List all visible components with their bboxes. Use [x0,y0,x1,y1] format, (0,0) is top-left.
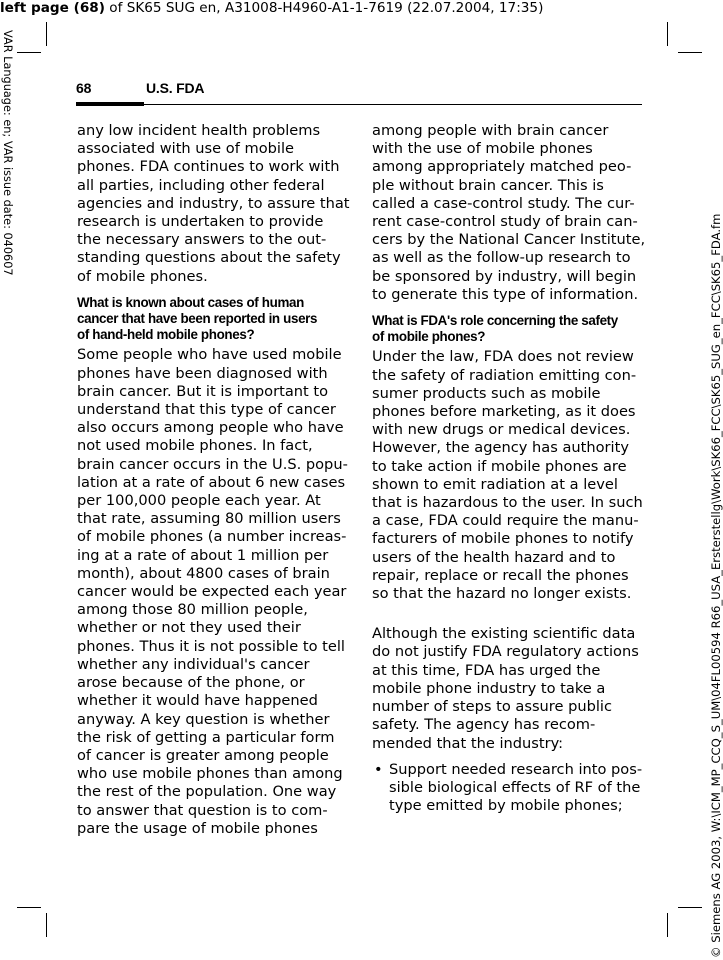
text-line: any low incident health problems [77,122,321,139]
text-line: with new drugs or medical devices. [372,421,631,439]
text-line: the necessary answers to the out- [77,231,327,249]
right-paragraph-1 [372,122,646,304]
copyright-path-margin-text: © Siemens AG 2003, W:\ICM_MP_CCQ_S_UM\04FL00594 R66_USA_Ersterstellg\Work\SK66_FCC\SK65_SUG_en_FCC\SK65_FDA.fm [709,213,723,958]
text-line: whether or not they used their [77,619,301,637]
text-line: ple without brain cancer. This is [372,176,604,194]
heading-line: What is FDA's role concerning the safety [372,313,618,329]
text-line: that is hazardous to the user. In such [372,494,643,512]
section-title: U.S. FDA [146,80,205,96]
right-column [372,122,646,815]
text-line: a case, FDA could require the manu- [372,512,639,530]
text-line: mobile phone industry to take a [372,679,606,697]
text-line: brain cancer. But it is important to [77,382,329,400]
text-line: to generate this type of information. [372,285,639,303]
text-line: sumer products such as mobile [372,384,601,402]
print-job-details: of SK65 SUG en, A31008-H4960-A1-1-7619 (22.07.2004, 17:35) [104,0,544,16]
text-line: to answer that question is to com- [77,801,328,819]
text-line: type emitted by mobile phones; [389,797,623,815]
language-issue-margin-text [0,0,14,276]
text-line: ing at a rate of about 1 million per [77,546,329,564]
right-paragraph-2 [372,348,642,603]
text-line: brain cancer occurs in the U.S. popu- [77,455,348,473]
header-rule-thick [76,102,144,106]
text-line: the risk of getting a particular form [77,728,335,746]
left-column [77,122,352,838]
text-line: facturers of mobile phones to notify [372,530,634,548]
text-line: phones. Thus it is not possible to tell [77,637,345,655]
text-line: sible biological effects of RF of the [389,778,641,796]
text-line: as well as the follow-up research to [372,249,631,267]
crop-mark-top-right-v [667,22,668,46]
text-line: also occurs among people who have [77,419,344,437]
text-line: all parties, including other federal [77,176,325,194]
text-line: lation at a rate of about 6 new cases [77,473,346,491]
heading-line: cancer that have been reported in users [77,311,318,327]
crop-mark-bottom-right-h [678,907,702,908]
bullet-item-support-research [372,761,642,816]
text-line: the rest of the population. One way [77,783,337,801]
text-line: pare the usage of mobile phones [77,819,318,837]
text-line: among those 80 million people, [77,601,308,619]
text-line: Under the law, FDA does not review [372,348,634,366]
text-line: to take action if mobile phones are [372,457,627,475]
text-line: number of steps to assure public [372,698,613,716]
text-line: research is undertaken to provide [77,213,324,231]
heading-line: of mobile phones? [372,329,486,345]
text-line: However, the agency has authority [372,439,629,457]
text-line: who use mobile phones than among [77,765,343,783]
text-line: cers by the National Cancer Institute, [372,231,646,249]
left-paragraph-1 [77,122,352,286]
text-line: phones. FDA continues to work with [77,158,340,176]
text-line: understand that this type of cancer [77,401,336,419]
text-line: per 100,000 people each year. At [77,492,321,510]
heading-line: What is known about cases of human [77,294,304,310]
crop-mark-top-right-h [678,52,702,53]
text-line: Although the existing scientific data [372,625,636,643]
text-line: safety. The agency has recom- [372,716,596,734]
text-line: agencies and industry, to assure that [77,194,350,212]
text-line: that rate, assuming 80 million users [77,510,341,528]
text-line: repair, replace or recall the phones [372,566,629,584]
header-rule-thin [144,104,642,105]
left-paragraph-2 [77,346,352,837]
text-line: whether it would have happened [77,692,318,710]
text-line: rent case-control study of brain can- [372,213,638,231]
text-line: not used mobile phones. In fact, [77,437,313,455]
crop-mark-top-left-v [46,22,47,46]
text-line: phones have been diagnosed with [77,364,328,382]
text-line: phones before marketing, as it does [372,403,636,421]
text-line: whether any individual's cancer [77,655,310,673]
heading-line: of hand-held mobile phones? [77,327,255,343]
text-line: shown to emit radiation at a level [372,475,618,493]
bullet-icon: • [374,760,383,778]
text-line: cancer would be expected each year [77,583,347,601]
text-line: mended that the industry: [372,734,564,752]
paragraph-spacer [372,603,642,625]
right-heading-fda-role [372,313,642,345]
text-line: with the use of mobile phones [372,140,593,158]
text-line: of mobile phones (a number increas- [77,528,347,546]
text-line: the safety of radiation emitting con- [372,366,637,384]
text-line: so that the hazard no longer exists. [372,585,632,603]
language-issue-text: VAR Language: en; VAR issue date: 040607 [1,30,14,276]
left-heading-human-cancer-cases [77,295,352,344]
text-line: at this time, FDA has urged the [372,661,601,679]
text-line: do not justify FDA regulatory actions [372,643,639,661]
text-line: Support needed research into pos- [389,760,643,778]
crop-mark-top-left-h [17,52,41,53]
text-line: be sponsored by industry, will begin [372,267,637,285]
text-line: among appropriately matched peo- [372,158,632,176]
page-number: 68 [76,80,92,96]
text-line: anyway. A key question is whether [77,710,330,728]
crop-mark-bottom-right-v [667,913,668,937]
text-line: associated with use of mobile [77,140,294,158]
crop-mark-bottom-left-h [17,907,41,908]
text-line: among people with brain cancer [372,122,609,139]
text-line: month), about 4800 cases of brain [77,564,330,582]
text-line: users of the health hazard and to [372,548,616,566]
text-line: standing questions about the safety [77,249,341,267]
right-paragraph-3 [372,625,642,752]
text-line: called a case-control study. The cur- [372,194,635,212]
text-line: of cancer is greater among people [77,746,329,764]
crop-mark-bottom-left-v [46,913,47,937]
text-line: Some people who have used mobile [77,346,342,364]
text-line: arose because of the phone, or [77,674,305,692]
print-job-page-label: left page (68) [0,0,105,16]
text-line: of mobile phones. [77,267,208,285]
print-job-line [0,0,543,17]
